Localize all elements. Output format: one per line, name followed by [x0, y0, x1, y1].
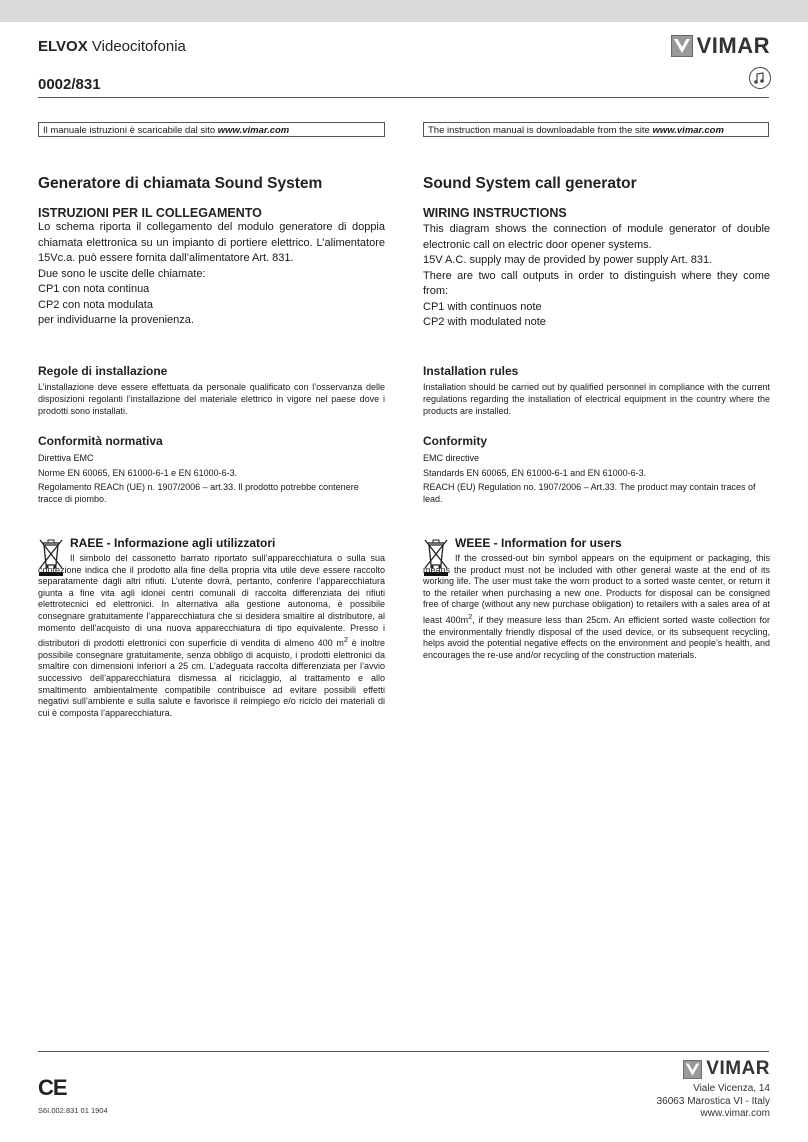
brand-name: ELVOX: [38, 38, 88, 55]
it-conformity-line: Direttiva EMC: [38, 453, 94, 463]
vimar-logo-text: VIMAR: [696, 33, 770, 58]
en-reach-text: REACH (EU) Regulation no. 1907/2006 – Art.33. The product may contain traces of lead.: [423, 482, 756, 504]
it-install-text: L’installazione deve essere effettuata da personale qualificato con l’osservanza delle disposizioni regolanti l’installazione del materiale elettrico in vigore nel paese dove i prodotti sono installati.: [38, 382, 385, 416]
en-wiring-paragraph: This diagram shows the connection of module generator of double electronic call on electric door opener systems.: [423, 223, 770, 251]
manual-notice-it-link[interactable]: www.vimar.com: [217, 125, 290, 136]
en-title: Sound System call generator: [423, 175, 637, 192]
it-wiring-heading: ISTRUZIONI PER IL COLLEGAMENTO: [38, 206, 262, 220]
en-wiring-line: There are two call outputs in order to distinguish where they come from:: [423, 269, 770, 297]
it-wiring-line: CP1 con nota continua: [38, 283, 150, 295]
website-link[interactable]: www.vimar.com: [700, 1108, 770, 1119]
sound-system-icon: [749, 67, 771, 89]
it-weee-text-b: è inoltre possibile consegnare gratuitamente, senza obbligo di acquisto, i prodotti elettronici da smaltire con dimensioni inferiori a 25 cm. L’adeguata raccolta differenziata per l’avvio successivo dell’apparecchiatura dismessa al riciclaggio, al trattamento e allo smaltimento ambientalmente compatibile contribuisce ad evitare possibili effetti negativi sull’ambiente e sulla salute e favorisce il reimpiego e/o riciclo dei materiali di cui è composta l’apparecchiatura.: [38, 638, 385, 718]
en-wiring-line: CP2 with modulated note: [423, 316, 546, 328]
en-weee-text-b: , if they measure less than 25cm. An efficient sorted waste collection for the environmentally friendly disposal of the used device, or its subsequent recycling, helps avoid the potential negative effects on the environment and people’s health, and encourages the re-use and/or recycling of the construction materials.: [423, 614, 770, 660]
it-conformity-text: [38, 451, 385, 481]
it-wiring-paragraph: Lo schema riporta il collegamento del modulo generatore di doppia chiamata elettronica su un impianto di portiere elettrico. L’alimentatore 15Vc.a. può essere fornita dall’alimentatore Art. 831.: [38, 221, 385, 264]
it-title: Generatore di chiamata Sound System: [38, 175, 323, 192]
it-reach-text: Regolamento REACh (UE) n. 1907/2006 – art.33. Il prodotto potrebbe contenere tracce di piombo.: [38, 482, 359, 504]
manual-notice-en: [423, 122, 769, 137]
it-weee-text-a: Il simbolo del cassonetto barrato riportato sull’apparecchiatura o sulla sua confezione indica che il prodotto alla fine della propria vita utile deve essere raccolto separatamente dagli altri rifiuti. L’utente dovrà, pertanto, conferire l’apparecchiatura giunta a fine vita agli idonei centri comunali di raccolta differenziata dei rifiuti elettrotecnici ed elettronici. In alternativa alla gestione autonoma, è possibile consegnare gratuitamente l’apparecchiatura che si desidera smaltire al distributore, al momento dell’acquisto di una nuova apparecchiatura di tipo equivalente. Presso i distributori di prodotti elettronici con superficie di vendita di almeno 400 m: [38, 553, 385, 649]
vimar-logo-mark-icon: [683, 1060, 702, 1079]
address-line: 36063 Marostica VI - Italy: [656, 1095, 770, 1107]
it-wiring-line: CP2 con nota modulata: [38, 298, 153, 311]
it-weee-sup: 2: [343, 635, 349, 645]
ce-mark: CE: [38, 1075, 67, 1100]
manual-notice-it-text: Il manuale istruzioni è scaricabile dal sito: [43, 125, 218, 136]
footer-logo-text: VIMAR: [706, 1058, 770, 1079]
en-install-text: Installation should be carried out by qualified personnel in compliance with the current regulations regarding the installation of electrical equipment in the country where the products are installed.: [423, 382, 770, 416]
manual-notice-it: [38, 122, 385, 137]
it-weee-text: [38, 553, 385, 719]
en-wiring-line: CP1 with continuos note: [423, 300, 542, 313]
en-conformity-heading: Conformity: [423, 434, 487, 448]
it-wiring-line: Due sono le uscite delle chiamate:: [38, 267, 206, 280]
vimar-logo: [671, 33, 770, 59]
en-conformity-text: [423, 451, 770, 481]
en-weee-text-a: If the crossed-out bin symbol appears on the equipment or packaging, this means the product must not be included with other general waste at the end of its working life. The user must take the worn product to a sorted waste center, or return it to the retailer when purchasing a new one. Products for disposal can be consigned free of charge (without any new purchase obligation) to retailers with a sales area of at least 400m: [423, 553, 770, 625]
en-wiring-heading: WIRING INSTRUCTIONS: [423, 206, 567, 220]
company-address: [657, 1083, 770, 1121]
it-weee-title: RAEE - Informazione agli utilizzatori: [70, 536, 276, 550]
it-install-heading: Regole di installazione: [38, 364, 168, 378]
it-conformity-heading: Conformità normativa: [38, 434, 163, 448]
footer-vimar-logo: [683, 1058, 770, 1080]
it-wiring-line: per individuarne la provenienza.: [38, 314, 194, 326]
en-install-heading: Installation rules: [423, 364, 519, 378]
it-conformity-line: Norme EN 60065, EN 61000-6-1 e EN 61000-6-3.: [38, 468, 238, 478]
en-wiring-line: 15V A.C. supply may de provided by power supply Art. 831.: [423, 254, 713, 266]
manual-notice-en-text: The instruction manual is downloadable from the site: [428, 125, 653, 136]
top-gray-bar: [0, 0, 808, 22]
en-conformity-line: EMC directive: [423, 453, 480, 463]
document-code: S6I.002.831 01 1904: [38, 1106, 108, 1115]
en-weee-title: WEEE - Information for users: [455, 536, 622, 550]
en-weee-text: [423, 553, 770, 661]
address-line: Viale Vicenza, 14: [693, 1083, 770, 1094]
manual-notice-en-link[interactable]: www.vimar.com: [652, 125, 724, 136]
brand-line: [38, 38, 186, 55]
product-line: Videocitofonia: [91, 38, 186, 55]
footer-divider: [38, 1051, 769, 1052]
en-conformity-line: Standards EN 60065, EN 61000-6-1 and EN 61000-6-3.: [423, 468, 647, 478]
en-weee-sup: 2: [468, 611, 473, 621]
en-wiring-text: [423, 222, 770, 331]
it-wiring-text: [38, 220, 385, 329]
header-divider: [38, 97, 769, 98]
product-code: 0002/831: [38, 76, 101, 93]
vimar-logo-mark-icon: [671, 35, 693, 57]
